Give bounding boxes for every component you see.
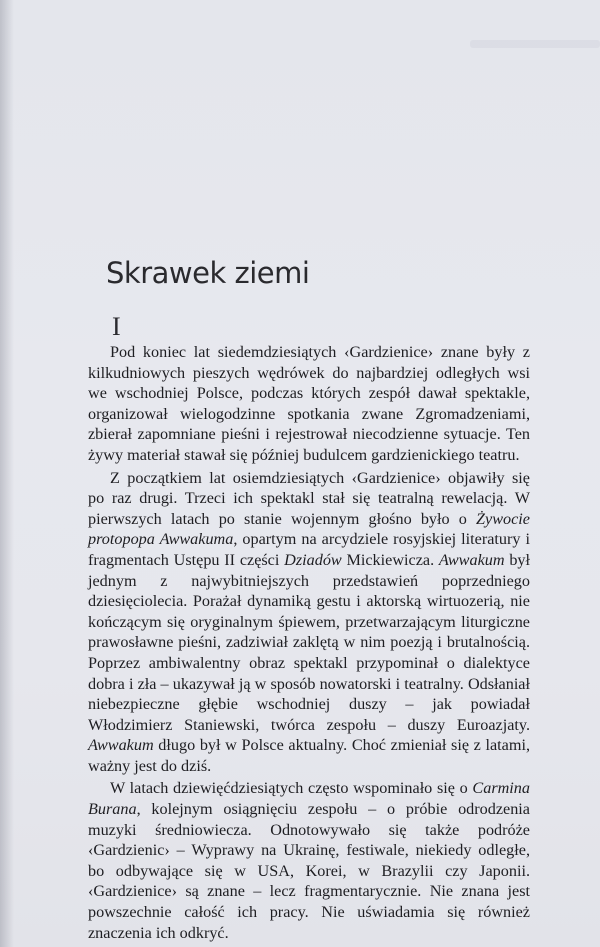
text-run: długo był w Polsce aktualny. Choć zmieniał się z latami, ważny jest do dziś. xyxy=(88,736,530,775)
body-text xyxy=(88,342,530,943)
text-run: był jednym z najwybitniejszych przedstawień poprzedniego dziesięciolecia. Porażał dynamiką gestu i aktorską wirtuozerią, nie kończącym się oryginalnym śpiewem, przetwarzającym liturgiczne prawosławne pieśni, zadziwiał zaklętą w nim poezją i brutalnością. Poprzez ambiwalentny obraz spektakl przypominał o dialektyce dobra i zła – ukazywał ją w sposób nowatorski i teatralny. Odsłaniał niebezpieczne głębie wschodniej duszy – jak powiadał Włodzimierz Staniewski, twórca zespołu – duszy Euroazjaty. xyxy=(88,550,530,734)
text-run: W latach dziewięćdziesiątych często wspominało się o xyxy=(110,779,473,798)
chapter-title: Skrawek ziemi xyxy=(106,256,310,290)
text-run: , kolejnym osiągnięciu zespołu – o próbie odrodzenia muzyki średniowiecza. Odnotowywało się także podróże ‹Gardzienic› – Wyprawy na Ukrainę, festiwale, niekiedy odległe, bo odbywające się w USA, Korei, w Brazylii czy Japonii. ‹Gardzienice› są znane – lecz fragmentarycznie. Nie znana jest powszechnie całość ich pracy. Nie uświadamia się również znaczenia ich odkryć. xyxy=(88,800,530,942)
text-run: Z początkiem lat osiemdziesiątych ‹Gardzienice› objawiły się po raz drugi. Trzeci ich spektakl stał się teatralną rewelacją. W pierwszych latach po stanie wojennym głośno było o xyxy=(88,468,530,528)
section-number: I xyxy=(112,312,121,341)
italic-title: Awwakum xyxy=(88,736,154,755)
italic-title: Dziadów xyxy=(284,550,342,569)
paragraph xyxy=(88,778,530,943)
show-through-bleed xyxy=(470,40,600,48)
paragraph xyxy=(88,342,530,466)
text-run: Mickiewicza. xyxy=(341,550,439,569)
italic-title: Żywocie protopopa Awwakuma xyxy=(88,509,530,549)
italic-title: Carmina Burana xyxy=(88,779,530,819)
page-gutter-shadow xyxy=(0,0,14,947)
italic-title: Awwakum xyxy=(438,550,505,569)
text-run: , opartym na arcydziele rosyjskiej literatury i fragmentach Ustępu II części xyxy=(88,530,530,569)
text-run: Pod koniec lat siedemdziesiątych ‹Gardzienice› znane były z kilkudniowych pieszych wędrówek do najbardziej odległych wsi we wschodniej Polsce, podczas których zespół dawał spektakle, organizował wielogodzinne spotkania zwane Zgromadzeniami, zbierał zapomniane pieśni i rejestrował niecodzienne sytuacje. Ten żywy materiał stawał się później budulcem gardzienickiego teatru. xyxy=(88,343,530,464)
paragraph xyxy=(88,468,530,777)
